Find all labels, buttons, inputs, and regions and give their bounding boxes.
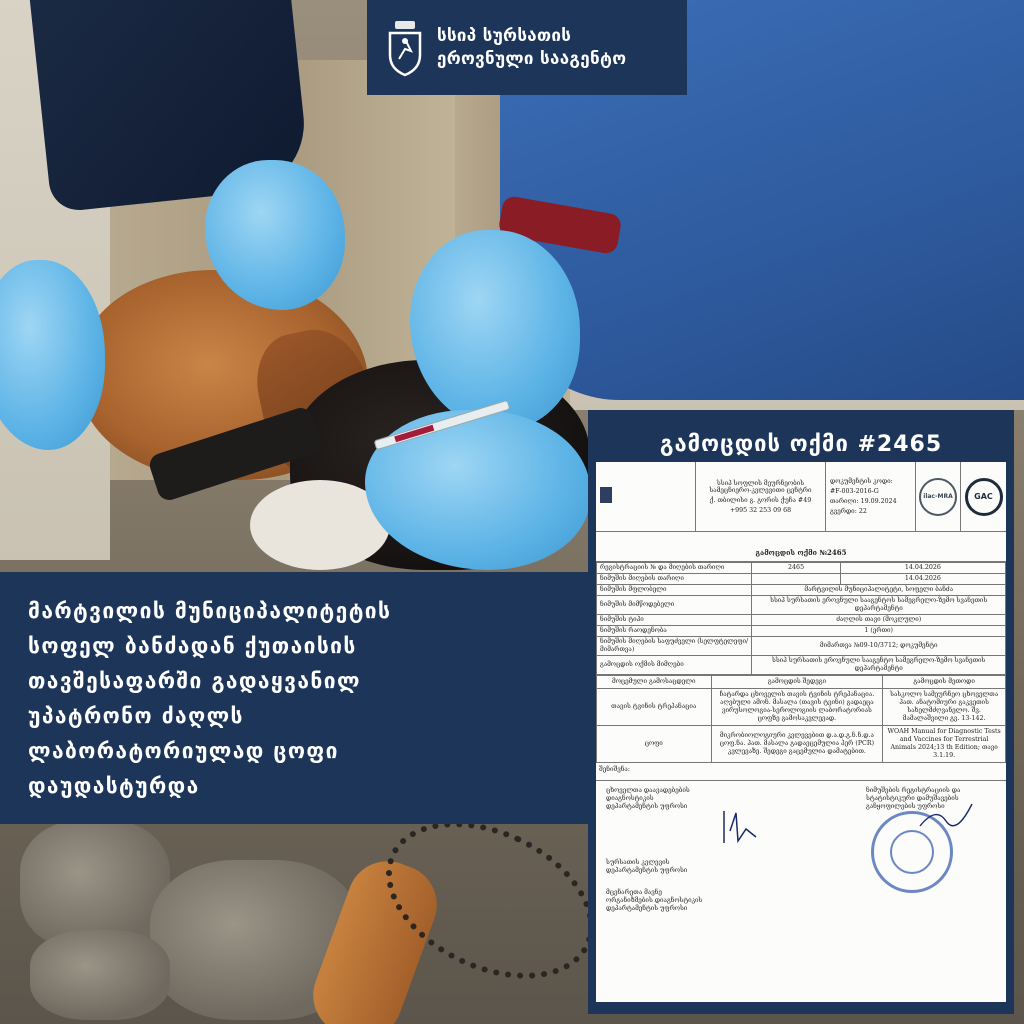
signatures-area [596,781,1006,921]
table-row [597,585,1006,596]
signature-icon [916,796,976,836]
row-value: ძაღლის თავი (მოკლული) [752,615,1006,626]
table-row [597,726,1006,763]
doc-code-label: დოკუმენტის კოდი: [830,478,893,485]
result-text: ჩატარდა ცხოველის თავის ტვინის ტრეპანაცია. აღებული ამონ. მასალა (თავის ტვინი) გადაეცა ვირუსოლოგია-სეროლოგიის ლაბორატორიას ცოფზე გამოსაკვლევად. [711,689,883,726]
row-value: მიმართვა №09-10/3712; დოკუმენტი [752,637,1006,656]
row-label: ნიმუშის ტიპი [597,615,752,626]
headline-line: ლაბორატორიულად ცოფი [28,739,339,763]
signature-icon [716,801,776,851]
headline-line: დაუდასტურდა [28,774,200,798]
signatory-title: მცენარეთა მავნე ორგანიზმების დიაგნოსტიკის დეპარტამენტის უფროსი [606,889,703,912]
table-row [597,574,1006,585]
results-header-cell: გამოცდის შედეგი [711,676,883,689]
row-value: სსიპ სურსათის ეროვნული სააგენტო სამეგრელო-ზემო სვანეთის დეპარტამენტი [752,656,1006,675]
agency-name-line2: ეროვნული სააგენტო [437,48,627,69]
results-table [596,675,1006,763]
agency-name-line1: სსიპ სურსათის [437,25,572,46]
doc-page: გვერდი: 22 [830,508,867,515]
row-label: ნიმუშის მიღების თარიღი [597,574,752,585]
table-row [597,656,1006,675]
agency-logo-banner [367,0,687,95]
row-label: ნიმუშის რაოდენობა [597,626,752,637]
row-value: 1 (ერთი) [752,626,1006,637]
row-label: რეგისტრაციის № და მიღების თარიღი [597,563,752,574]
gac-accreditation-logo-icon: GAC [965,478,1003,516]
georgian-crest-icon [387,19,423,77]
row-label: ნიმუშის მფლობელი [597,585,752,596]
document-header [596,462,1006,532]
headline-line: უპატრონო ძაღლს [28,704,244,728]
results-header-cell: გამოცდის მეთოდი [883,676,1006,689]
row-value: 14.04.2026 [840,574,1005,585]
row-value: 2465 [752,563,840,574]
certificate-panel [588,410,1014,1014]
signatory-title: სურსათის კვლევის დეპარტამენტის უფროსი [606,859,688,874]
row-label: ნიმუშის მიმწოდებელი [597,596,752,615]
lab-name: სსიპ სოფლის მეურნეობის სამეცნიერო-კვლევითი ცენტრი [709,479,812,494]
certificate-title: გამოცდის ოქმი #2465 [659,432,943,457]
table-row [597,615,1006,626]
row-value: მარტვილის მუნიციპალიტეტი, სოფელი ბანძა [752,585,1006,596]
table-row [597,596,1006,615]
row-label: გამოცდის ოქმის მიმღები [597,656,752,675]
row-label: ნიმუშის მიღების საფუძველი (სელფტელეფი/მიმართვა) [597,637,752,656]
result-sample: თავის ტვინის ტრეპანაცია [597,689,712,726]
agency-name [437,25,626,71]
row-value: 14.04.2026 [840,563,1005,574]
lab-phone: +995 32 253 09 68 [729,506,792,514]
result-text: მიკრობიოლოგიური კვლევებით დ.ა.დ.გ.ნ.ნ.დ.ა ცოფ.ნა. პათ. მასალა გადაეცემულია პერ (PCR) კვლევაზე. შედეგი გაცემულია დამატებით. [711,726,883,763]
table-row [597,689,1006,726]
ilac-mra-logo-icon: ilac-MRA [919,478,957,516]
document-title: გამოცდის ოქმი №2465 [596,542,1006,562]
result-method: WOAH Manual for Diagnostic Tests and Vaccines for Terrestrial Animals 2024;13 th Edition; თავი 3.1.19. [883,726,1006,763]
headline-line: მარტვილის მუნიციპალიტეტის [28,599,392,623]
notes [596,763,1006,781]
signatory-title: ცხოველთა დაავადებების დიაგნოსტიკის დეპარტამენტის უფროსი [606,787,690,810]
lab-address: ქ. თბილისი გ. გორის ქუჩა #49 [709,496,812,504]
result-sample: ცოფი [597,726,712,763]
row-value: სსიპ სურსათის ეროვნული სააგენტოს სამეგრელო-ზემო სვანეთის დეპარტამენტი [752,596,1006,615]
table-row [597,626,1006,637]
doc-date: თარიღი: 19.09.2024 [830,498,897,505]
sample-info-table [596,562,1006,675]
result-method: სასკოლო სამეურნეო ცხოველთა პათ. ანატომიური გაკვეთის სახელმძღვანელო. შვ. მამალაშვილი გვ. 13-142. [883,689,1006,726]
headline-panel [0,572,588,824]
test-report-document [596,462,1006,1002]
rock [30,930,170,1020]
results-header-cell: მოცემული გამოსაცდელი [597,676,712,689]
notes-label: შენიშვნა: [599,766,630,773]
crest-icon [600,487,612,503]
table-row [597,563,1006,574]
headline-line: თავშესაფარში გადაყვანილ [28,669,361,693]
doc-code: #F-003-2016-G [830,488,879,495]
row-value [752,574,840,585]
table-row [597,637,1006,656]
signatory-title: ნიმუშების რეგისტრაციის და სტატისტიკური დამუშავების განყოფილების უფროსი [866,787,961,810]
headline-line: სოფელ ბანძადან ქუთაისის [28,634,357,658]
